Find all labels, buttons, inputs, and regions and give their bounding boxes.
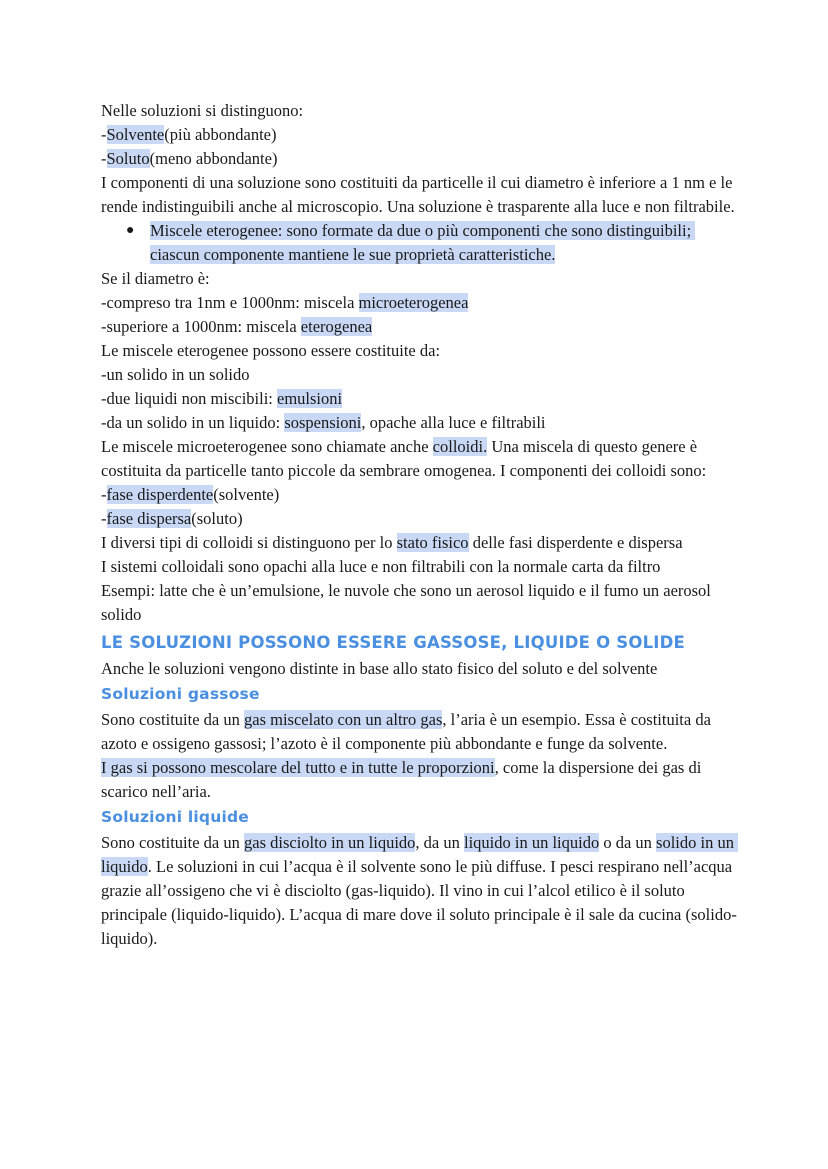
intro-line <box>101 99 741 123</box>
text: Le miscele eterogenee possono essere costituite da: <box>101 341 441 360</box>
document-page <box>101 99 741 951</box>
text: -un solido in un solido <box>101 365 250 384</box>
text: I componenti di una soluzione sono costituiti da particelle il cui diametro è inferiore a 1 nm e le rende indistinguibili anche al microscopio. Una soluzione è trasparente alla luce e non filtrabile. <box>101 173 737 216</box>
solido-solido-line <box>101 363 741 387</box>
highlight-gas-miscelato: gas miscelato con un altro gas <box>244 710 443 729</box>
text: Se il diametro è: <box>101 269 210 288</box>
paragraph-esempi <box>101 579 741 627</box>
highlight-colloidi: colloidi. <box>432 437 488 456</box>
paragraph-componenti <box>101 171 741 219</box>
sospensioni-line <box>101 411 741 435</box>
text: Anche le soluzioni vengono distinte in base allo stato fisico del soluto e del solvente <box>101 659 658 678</box>
bullet-dot-icon: ● <box>126 223 135 238</box>
section-heading: LE SOLUZIONI POSSONO ESSERE GASSOSE, LIQUIDE O SOLIDE <box>101 633 685 652</box>
subheading-soluzioni-gassose: Soluzioni gassose <box>101 685 260 703</box>
subheading-soluzioni-liquide: Soluzioni liquide <box>101 808 249 826</box>
highlight-fase-disperdente: fase disperdente <box>106 485 214 504</box>
paragraph-gas-mescolare <box>101 756 741 804</box>
paragraph-gassose <box>101 708 741 756</box>
text: - <box>101 149 107 168</box>
text: I sistemi colloidali sono opachi alla luce e non filtrabili con la normale carta da filtro <box>101 557 661 576</box>
text: Una miscela di questo genere è costituita da particelle tanto piccole da sembrare omogenea. I componenti dei colloidi sono: <box>101 437 707 480</box>
text: delle fasi disperdente e dispersa <box>468 533 683 552</box>
solvente-line <box>101 123 741 147</box>
text: - <box>101 125 107 144</box>
text: . Le soluzioni in cui l’acqua è il solvente sono le più diffuse. I pesci respirano nell’acqua grazie all’ossigeno che vi è disciolto (gas-liquido). Il vino in cui l’alcol etilico è il soluto principale (liquido-liquido). L’acqua di mare dove il soluto principale è il sale da cucina (solido-liquido). <box>101 857 737 948</box>
sistemi-colloidali-line <box>101 555 741 579</box>
text: o da un <box>599 833 657 852</box>
text: -due liquidi non miscibili: <box>101 389 277 408</box>
text: Esempi: latte che è un’emulsione, le nuvole che sono un aerosol liquido e il fumo un aerosol solido <box>101 581 716 624</box>
text: Sono costituite da un <box>101 833 244 852</box>
text: (meno abbondante) <box>149 149 278 168</box>
highlight-soluto: Soluto <box>106 149 150 168</box>
text: , da un <box>415 833 464 852</box>
soluto-line <box>101 147 741 171</box>
microeterogenea-line <box>101 291 741 315</box>
text: Sono costituite da un <box>101 710 244 729</box>
text: Le miscele microeterogenee sono chiamate anche <box>101 437 433 456</box>
text: , come la dispersione dei gas di scarico nell’aria. <box>101 758 706 801</box>
bullet-miscele-eterogenee <box>101 219 741 267</box>
highlight-gas-mescolare: I gas si possono mescolare del tutto e in tutte le proporzioni <box>101 758 495 777</box>
paragraph-tipi-colloidi <box>101 531 741 555</box>
text: I diversi tipi di colloidi si distinguono per lo <box>101 533 397 552</box>
soluzioni-distinte-line <box>101 657 741 681</box>
text: -da un solido in un liquido: <box>101 413 285 432</box>
highlight-microeterogenea: microeterogenea <box>358 293 469 312</box>
paragraph-colloidi <box>101 435 741 483</box>
highlight-miscele-eterogenee: Miscele eterogenee: sono formate da due o più componenti che sono distinguibili; ciascun componente mantiene le sue proprietà caratteristiche. <box>150 221 696 264</box>
text: - <box>101 485 107 504</box>
miscele-costituite-line <box>101 339 741 363</box>
emulsioni-line <box>101 387 741 411</box>
highlight-stato-fisico: stato fisico <box>396 533 469 552</box>
text: , l’aria è un esempio. Essa è costituita da azoto e ossigeno gassosi; l’azoto è il componente più abbondante e funge da solvente. <box>101 710 716 753</box>
highlight-solido-in-liquido: solido in un liquido <box>101 833 739 876</box>
paragraph-liquide <box>101 831 741 951</box>
highlight-sospensioni: sospensioni <box>284 413 362 432</box>
highlight-eterogenea: eterogenea <box>300 317 373 336</box>
text: (solvente) <box>213 485 280 504</box>
highlight-emulsioni: emulsioni <box>277 389 343 408</box>
text: , opache alla luce e filtrabili <box>361 413 546 432</box>
eterogenea-line <box>101 315 741 339</box>
text: - <box>101 509 107 528</box>
highlight-liquido-in-liquido: liquido in un liquido <box>464 833 600 852</box>
text: Nelle soluzioni si distinguono: <box>101 101 304 120</box>
text: -superiore a 1000nm: miscela <box>101 317 301 336</box>
fase-disperdente-line <box>101 483 741 507</box>
highlight-gas-disciolto: gas disciolto in un liquido <box>244 833 416 852</box>
fase-dispersa-line <box>101 507 741 531</box>
highlight-fase-dispersa: fase dispersa <box>106 509 192 528</box>
highlight-solvente: Solvente <box>106 125 165 144</box>
text: (soluto) <box>191 509 243 528</box>
text: (più abbondante) <box>164 125 277 144</box>
text: -compreso tra 1nm e 1000nm: miscela <box>101 293 359 312</box>
diametro-line <box>101 267 741 291</box>
